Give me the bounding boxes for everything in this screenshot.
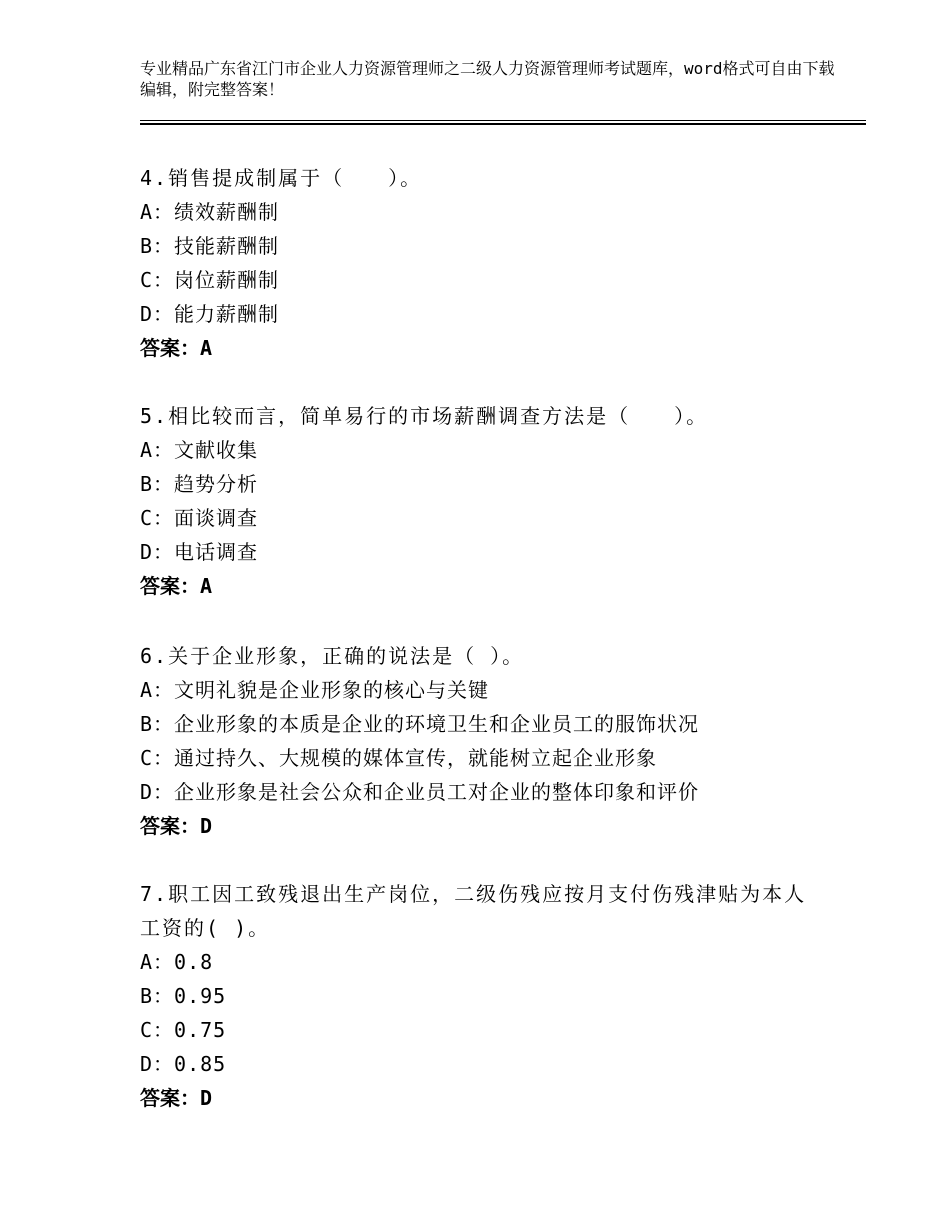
document-header	[140, 58, 840, 100]
option-a: A：绩效薪酬制	[140, 200, 280, 224]
question-4	[140, 161, 860, 365]
question-stem: 4.销售提成制属于（ ）。	[140, 166, 423, 190]
option-b: B：趋势分析	[140, 472, 259, 496]
option-a: A：文献收集	[140, 438, 259, 462]
option-c: C：通过持久、大规模的媒体宣传，就能树立起企业形象	[140, 746, 658, 770]
option-a: A：文明礼貌是企业形象的核心与关键	[140, 678, 490, 702]
option-b: B：企业形象的本质是企业的环境卫生和企业员工的服饰状况	[140, 712, 700, 736]
option-d: D：企业形象是社会公众和企业员工对企业的整体印象和评价	[140, 780, 700, 804]
answer-line: 答案：D	[140, 814, 213, 838]
question-stem: 7.职工因工致残退出生产岗位，二级伤残应按月支付伤残津贴为本人工资的( )。	[140, 882, 807, 940]
answer-line: 答案：D	[140, 1086, 213, 1110]
option-c: C：0.75	[140, 1018, 227, 1042]
option-c: C：面谈调查	[140, 506, 259, 530]
question-stem: 5.相比较而言，简单易行的市场薪酬调查方法是（ ）。	[140, 404, 709, 428]
option-b: B：技能薪酬制	[140, 234, 280, 258]
option-c: C：岗位薪酬制	[140, 268, 280, 292]
option-b: B：0.95	[140, 984, 227, 1008]
question-7	[140, 877, 860, 1115]
answer-line: 答案：A	[140, 574, 213, 598]
option-a: A：0.8	[140, 950, 214, 974]
question-stem: 6.关于企业形象，正确的说法是（ ）。	[140, 644, 525, 668]
question-5	[140, 399, 860, 603]
header-title: 专业精品广东省江门市企业人力资源管理师之二级人力资源管理师考试题库，word格式可自由下载编辑，附完整答案！	[140, 59, 835, 99]
header-divider	[140, 120, 866, 125]
question-6	[140, 639, 860, 843]
option-d: D：0.85	[140, 1052, 227, 1076]
option-d: D：电话调查	[140, 540, 259, 564]
answer-line: 答案：A	[140, 336, 213, 360]
option-d: D：能力薪酬制	[140, 302, 280, 326]
